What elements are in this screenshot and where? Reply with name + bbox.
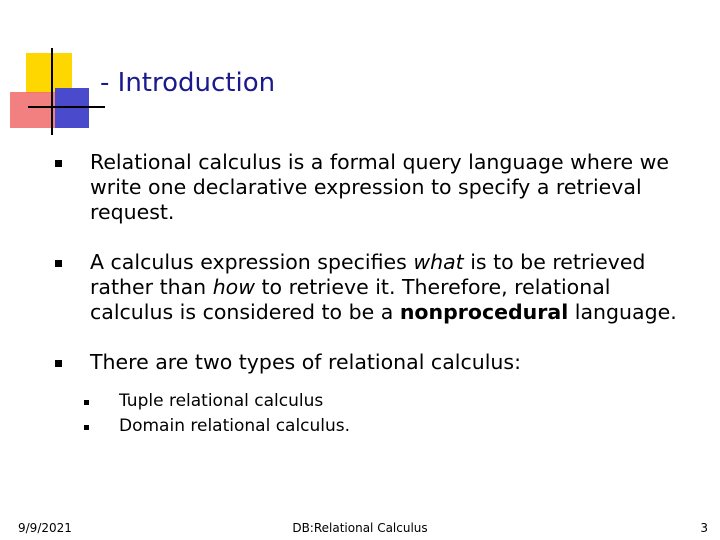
emphasis-what: what <box>413 250 464 274</box>
footer-title: DB:Relational Calculus <box>292 521 428 535</box>
footer-date: 9/9/2021 <box>18 521 72 535</box>
bullet-item <box>55 350 695 375</box>
emphasis-how: how <box>212 275 255 299</box>
bullet-item <box>55 150 695 225</box>
slide-title: - Introduction <box>100 68 276 98</box>
sub-bullet-square-icon <box>84 425 89 430</box>
sub-bullet-list <box>55 389 695 439</box>
slide-body <box>55 150 695 439</box>
bullet-text: There are two types of relational calculus: <box>90 350 521 374</box>
footer-page-number: 3 <box>700 521 708 535</box>
bullet-item <box>55 250 695 325</box>
sub-bullet-item <box>84 389 695 414</box>
bullet-text: Relational calculus is a formal query language where we write one declarative expression to specify a retrieval request. <box>90 150 669 224</box>
bullet-square-icon <box>55 360 62 367</box>
bullet-text: A calculus expression specifies what is to be retrieved rather than how to retrieve it. Therefore, relational calculus is considered to be a nonprocedural language. <box>90 250 677 324</box>
bullet-square-icon <box>55 160 62 167</box>
sub-bullet-item <box>84 414 695 439</box>
emphasis-nonprocedural: nonprocedural <box>399 300 569 324</box>
bullet-square-icon <box>55 260 62 267</box>
sub-bullet-square-icon <box>84 400 89 405</box>
sub-bullet-text: Tuple relational calculus <box>119 391 324 411</box>
sub-bullet-text: Domain relational calculus. <box>119 416 351 436</box>
decorative-logo <box>0 0 110 140</box>
